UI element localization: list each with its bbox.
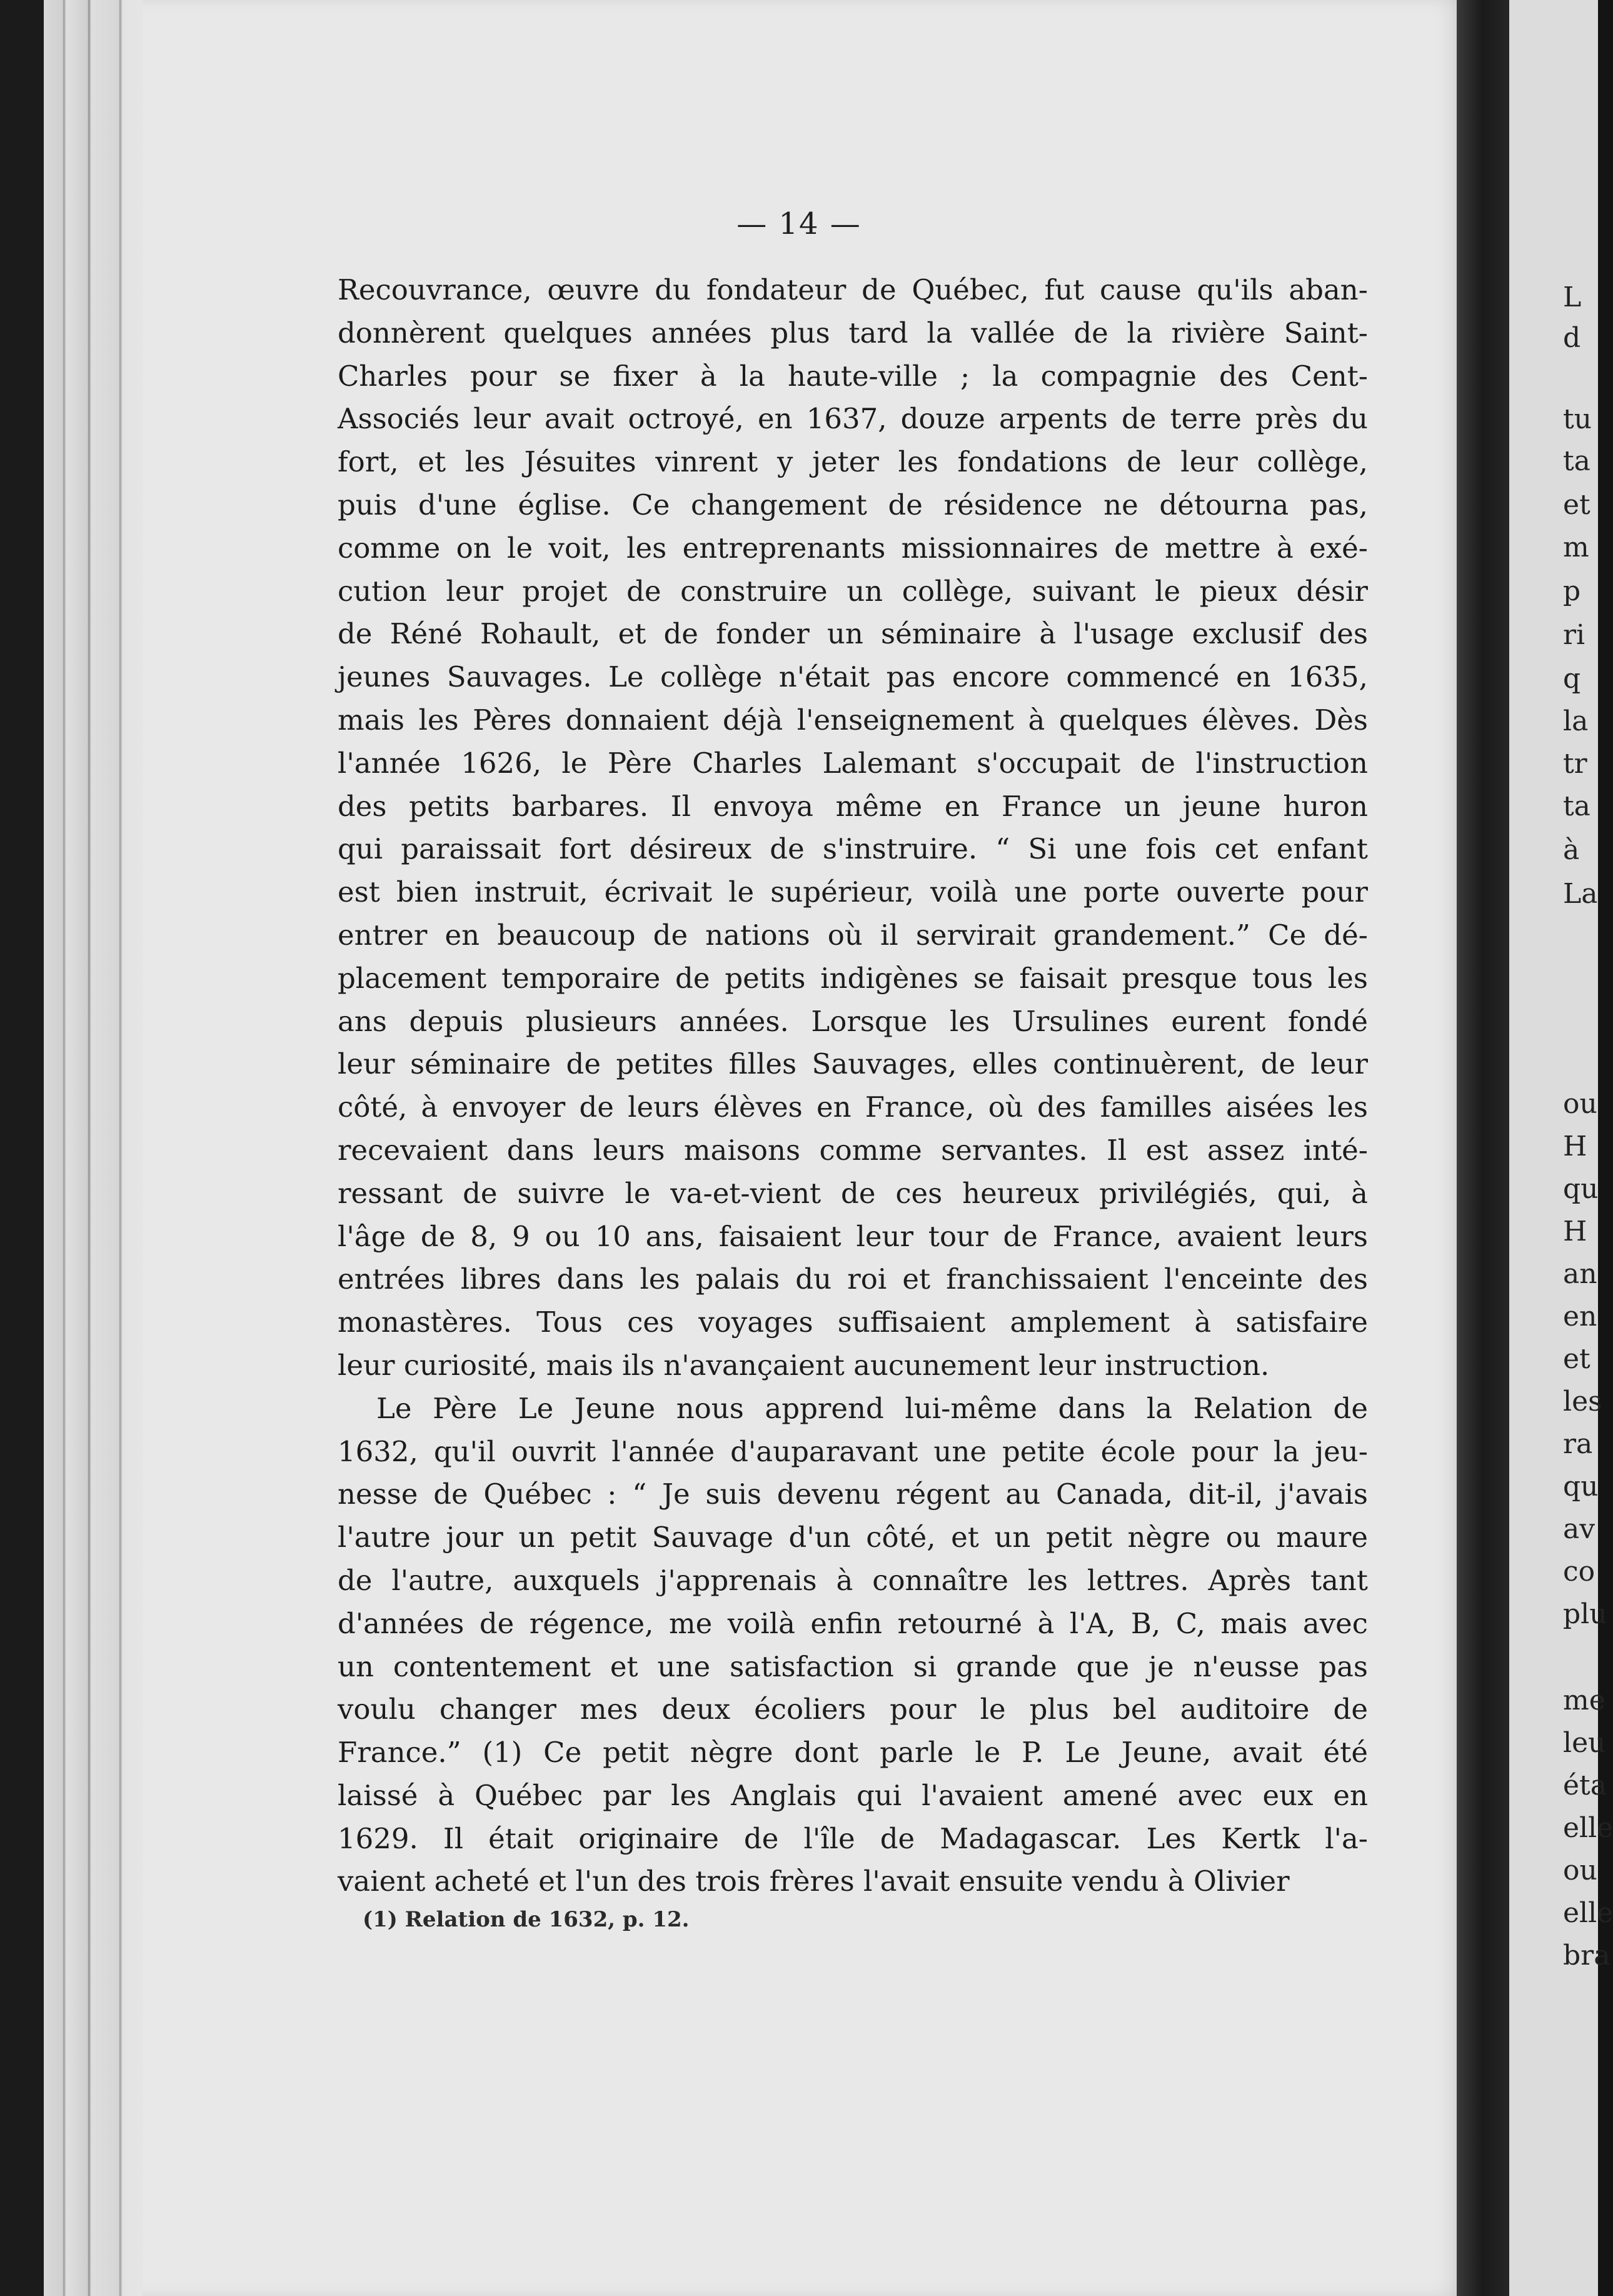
adjacent-page-fragment: m <box>1563 531 1589 563</box>
text-line: 1632, qu'il ouvrit l'année d'auparavant une petite école pour la jeu- <box>338 1434 1368 1468</box>
adjacent-page-fragment: me <box>1563 1684 1605 1716</box>
text-line: est bien instruit, écrivait le supérieur, voilà une porte ouverte pour <box>338 875 1368 909</box>
text-line: mais les Pères donnaient déjà l'enseignement à quelques élèves. Dès <box>338 703 1368 737</box>
text-line: Le Père Le Jeune nous apprend lui-même dans la Relation de <box>376 1391 1368 1425</box>
text-line: vaient acheté et l'un des trois frères l'avait ensuite vendu à Olivier <box>338 1865 1290 1898</box>
text-line: laissé à Québec par les Anglais qui l'avaient amené avec eux en <box>338 1778 1368 1812</box>
text-line: entrées libres dans les palais du roi et franchissaient l'enceinte des <box>338 1262 1368 1296</box>
adjacent-page-fragment: an <box>1563 1258 1597 1290</box>
adjacent-page-fragment: p <box>1563 575 1581 607</box>
footnote: (1) Relation de 1632, p. 12. <box>363 1907 690 1932</box>
text-line: l'autre jour un petit Sauvage d'un côté, et un petit nègre ou maure <box>338 1521 1368 1554</box>
text-line: Associés leur avait octroyé, en 1637, douze arpents de terre près du <box>338 402 1368 436</box>
text-line: leur séminaire de petites filles Sauvages, elles continuèrent, de leur <box>338 1047 1368 1081</box>
text-line: qui paraissait fort désireux de s'instruire. “ Si une fois cet enfant <box>338 832 1368 866</box>
text-line: un contentement et une satisfaction si grande que je n'eusse pas <box>338 1649 1368 1683</box>
adjacent-page-fragment: L <box>1563 281 1582 313</box>
text-line: 1629. Il était originaire de l'île de Madagascar. Les Kertk l'a- <box>338 1821 1368 1855</box>
text-line: de Réné Rohault, et de fonder un séminaire à l'usage exclusif des <box>338 617 1368 651</box>
text-line: puis d'une église. Ce changement de résidence ne détourna pas, <box>338 488 1368 521</box>
text-line: ans depuis plusieurs années. Lorsque les Ursulines eurent fondé <box>338 1004 1368 1038</box>
text-line: côté, à envoyer de leurs élèves en France, où des familles aisées les <box>338 1090 1368 1124</box>
text-line: Charles pour se fixer à la haute-ville ; la compagnie des Cent- <box>338 359 1368 393</box>
page-edges <box>0 0 150 2296</box>
text-line: ressant de suivre le va-et-vient de ces heureux privilégiés, qui, à <box>338 1176 1368 1210</box>
adjacent-page-fragment: H <box>1563 1216 1587 1247</box>
adjacent-page-fragment: av <box>1563 1513 1595 1545</box>
text-line: cution leur projet de construire un collège, suivant le pieux désir <box>338 574 1368 608</box>
adjacent-page-fragment: qu <box>1563 1471 1599 1503</box>
text-line: nesse de Québec : “ Je suis devenu régent au Canada, dit-il, j'avais <box>338 1478 1368 1511</box>
adjacent-page-fragment: qu <box>1563 1173 1599 1205</box>
adjacent-page-fragment: ou <box>1563 1088 1597 1120</box>
text-line: des petits barbares. Il envoya même en France un jeune huron <box>338 789 1368 823</box>
adjacent-page-fragment: la <box>1563 705 1589 737</box>
text-line: d'années de régence, me voilà enfin retourné à l'A, B, C, mais avec <box>338 1606 1368 1640</box>
adjacent-page-fragment: q <box>1563 663 1581 695</box>
text-line: recevaient dans leurs maisons comme servantes. Il est assez inté- <box>338 1133 1368 1167</box>
adjacent-page-fragment: tu <box>1563 403 1592 435</box>
adjacent-page-fragment: d <box>1563 322 1581 354</box>
text-line: l'âge de 8, 9 ou 10 ans, faisaient leur tour de France, avaient leurs <box>338 1219 1368 1253</box>
page-number: — 14 — <box>736 206 862 241</box>
text-line: l'année 1626, le Père Charles Lalemant s'occupait de l'instruction <box>338 746 1368 780</box>
text-line: Recouvrance, œuvre du fondateur de Québec, fut cause qu'ils aban- <box>338 273 1368 306</box>
adjacent-page-fragment: elle <box>1563 1812 1613 1844</box>
body-text <box>338 269 1368 1903</box>
adjacent-page-fragment: H <box>1563 1130 1587 1162</box>
text-line: placement temporaire de petits indigènes se faisait presque tous les <box>338 961 1368 995</box>
adjacent-page-fragment: éta <box>1563 1770 1607 1801</box>
adjacent-page-fragment: tr <box>1563 748 1587 780</box>
text-line: donnèrent quelques années plus tard la vallée de la rivière Saint- <box>338 316 1368 350</box>
adjacent-page-fragment: et <box>1563 1343 1590 1375</box>
book-gutter <box>1457 0 1509 2296</box>
adjacent-page-fragment: bra <box>1563 1940 1610 1971</box>
adjacent-page-fragment: elle <box>1563 1897 1613 1929</box>
adjacent-page-fragment: ta <box>1563 445 1590 477</box>
adjacent-page-fragment: plu <box>1563 1598 1607 1630</box>
adjacent-page-fragment: ou <box>1563 1855 1597 1886</box>
text-line: monastères. Tous ces voyages suffisaient amplement à satisfaire <box>338 1306 1368 1339</box>
adjacent-page-fragment: ri <box>1563 619 1585 651</box>
text-line: de l'autre, auxquels j'apprenais à connaître les lettres. Après tant <box>338 1563 1368 1597</box>
adjacent-page-fragment: ta <box>1563 790 1590 822</box>
adjacent-page-fragment: et <box>1563 489 1590 521</box>
text-line: France.” (1) Ce petit nègre dont parle le P. Le Jeune, avait été <box>338 1736 1368 1770</box>
adjacent-page-fragment: leu <box>1563 1727 1606 1759</box>
adjacent-page-fragment: les <box>1563 1386 1602 1417</box>
adjacent-page-fragment: La <box>1563 878 1598 910</box>
text-line: jeunes Sauvages. Le collège n'était pas encore commencé en 1635, <box>338 660 1368 694</box>
text-line: voulu changer mes deux écoliers pour le plus bel auditoire de <box>338 1693 1368 1726</box>
text-line: comme on le voit, les entreprenants missionnaires de mettre à exé- <box>338 531 1368 565</box>
text-line: leur curiosité, mais ils n'avançaient aucunement leur instruction. <box>338 1348 1270 1382</box>
adjacent-page-fragment: à <box>1563 834 1580 866</box>
adjacent-page-fragment: en <box>1563 1301 1597 1332</box>
text-line: entrer en beaucoup de nations où il servirait grandement.” Ce dé- <box>338 918 1368 952</box>
adjacent-page-fragment: co <box>1563 1556 1595 1588</box>
text-line: fort, et les Jésuites vinrent y jeter les fondations de leur collège, <box>338 445 1368 479</box>
adjacent-page-fragment: ra <box>1563 1428 1593 1460</box>
